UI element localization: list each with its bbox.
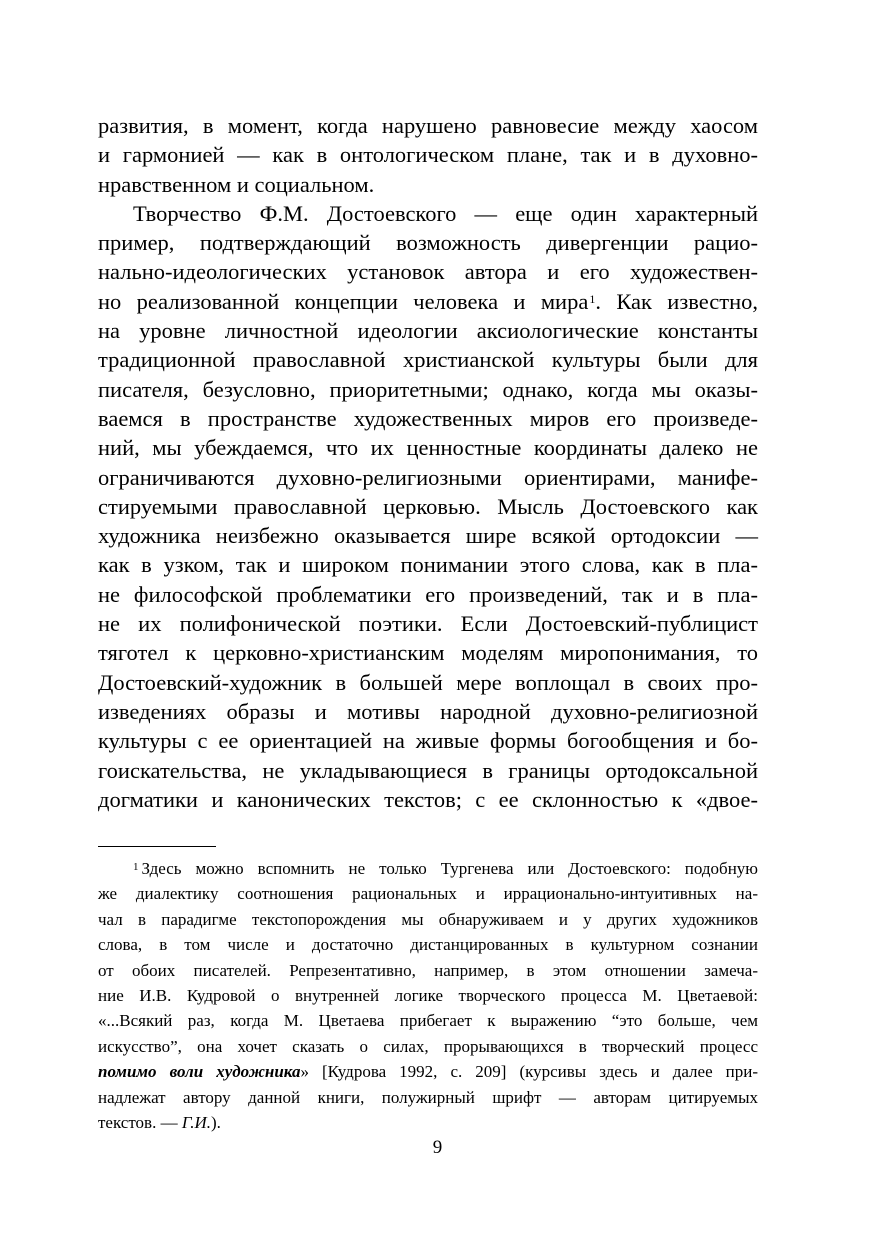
text-fragment: Как известно,: [616, 288, 758, 314]
footnote-line: чал в парадигме текстопорождения мы обнаруживаем и у других художников: [98, 909, 758, 929]
footnote: [98, 856, 758, 1135]
text-line: не их полифонической поэтики. Если Достоевский-публицист: [98, 611, 758, 637]
footnote-marker: 1: [133, 861, 139, 873]
text-line: и гармонией — как в онтологическом плане, так и в духовно-: [98, 142, 758, 168]
text-line: писателя, безусловно, приоритетными; однако, когда мы оказы-: [98, 376, 758, 402]
text-line: традиционной православной христианской культуры были для: [98, 347, 758, 373]
text-line: художника неизбежно оказывается шире всякой ортодоксии —: [98, 523, 758, 549]
text-line: развития, в момент, когда нарушено равновесие между хаосом: [98, 113, 758, 138]
footnote-separator: [98, 846, 216, 847]
text-line: догматики и канонических текстов; с ее склонностью к «двое-: [98, 786, 758, 812]
footnote-line: «...Всякий раз, когда М. Цветаева прибегает к выражению “это больше, чем: [98, 1011, 758, 1031]
text-line: ний, мы убеждаемся, что их ценностные координаты далеко не: [98, 435, 758, 461]
text-line: культуры с ее ориентацией на живые формы богообщения и бо-: [98, 728, 758, 754]
text-line: Творчество Ф.М. Достоевского — еще один характерный: [133, 200, 758, 226]
footnote-line: ние И.В. Кудровой о внутренней логике творческого процесса М. Цветаевой:: [98, 985, 758, 1005]
text-line: но реализованной концепции человека и мира$^1$. Как известно,: [98, 288, 758, 314]
footnote-line: слова, в том числе и достаточно дистанцированных в культурном сознании: [98, 935, 758, 955]
footnote-line: надлежат автору данной книги, полужирный шрифт — авторам цитируемых: [98, 1087, 758, 1107]
footnote-line: искусство”, она хочет сказать о силах, прорывающихся в творческий процесс: [98, 1036, 758, 1056]
footnote-reference: 1: [589, 291, 596, 306]
footnote-line: [98, 1059, 758, 1084]
footnote-line: же диалектику соотношения рациональных и иррационально-интуитивных на-: [98, 884, 758, 904]
text-fragment: текстов. —: [98, 1112, 182, 1132]
author-initials: Г.И.: [181, 1112, 212, 1132]
emphasis-bold-italic: помимо воли художника: [98, 1062, 301, 1082]
page-number: 9: [432, 1137, 443, 1158]
text-line: не философской проблематики его произведений, так и в пла-: [98, 581, 758, 607]
text-fragment: ).: [211, 1112, 221, 1132]
main-text: [98, 111, 758, 814]
text-fragment: Здесь можно вспомнить не только Тургенева или Достоевского: подобную: [141, 859, 758, 878]
text-line: нравственном и социальном.: [98, 171, 375, 197]
text-fragment: но реализованной концепции человека и мира: [98, 288, 589, 314]
text-line: на уровне личностной идеологии аксиологические константы: [98, 318, 758, 344]
footnote-line: от обоих писателей. Репрезентативно, например, в этом отношении замеча-: [98, 960, 758, 980]
text-line: пример, подтверждающий возможность дивергенции рацио-: [98, 230, 758, 256]
text-line: ограничиваются духовно-религиозными ориентирами, манифе-: [98, 464, 758, 490]
text-line: Достоевский-художник в большей мере воплощал в своих про-: [98, 669, 758, 695]
text-line: гоискательства, не укладывающиеся в границы ортодоксальной: [98, 757, 758, 783]
footnote-line: [98, 856, 758, 881]
text-line: ваемся в пространстве художественных миров его произведе-: [98, 405, 758, 431]
text-line: изведениях образы и мотивы народной духовно-религиозной: [98, 698, 758, 724]
text-line: тяготел к церковно-христианским моделям миропонимания, то: [98, 640, 758, 666]
text-fragment: » [Кудрова 1992, с. 209] (курсивы здесь и далее при-: [300, 1062, 758, 1082]
text-line: стируемыми православной церковью. Мысль Достоевского как: [98, 493, 758, 519]
text-line: нально-идеологических установок автора и его художествен-: [98, 259, 758, 285]
text-line: как в узком, так и широком понимании этого слова, как в пла-: [98, 552, 758, 578]
footnote-line: [98, 1110, 758, 1135]
